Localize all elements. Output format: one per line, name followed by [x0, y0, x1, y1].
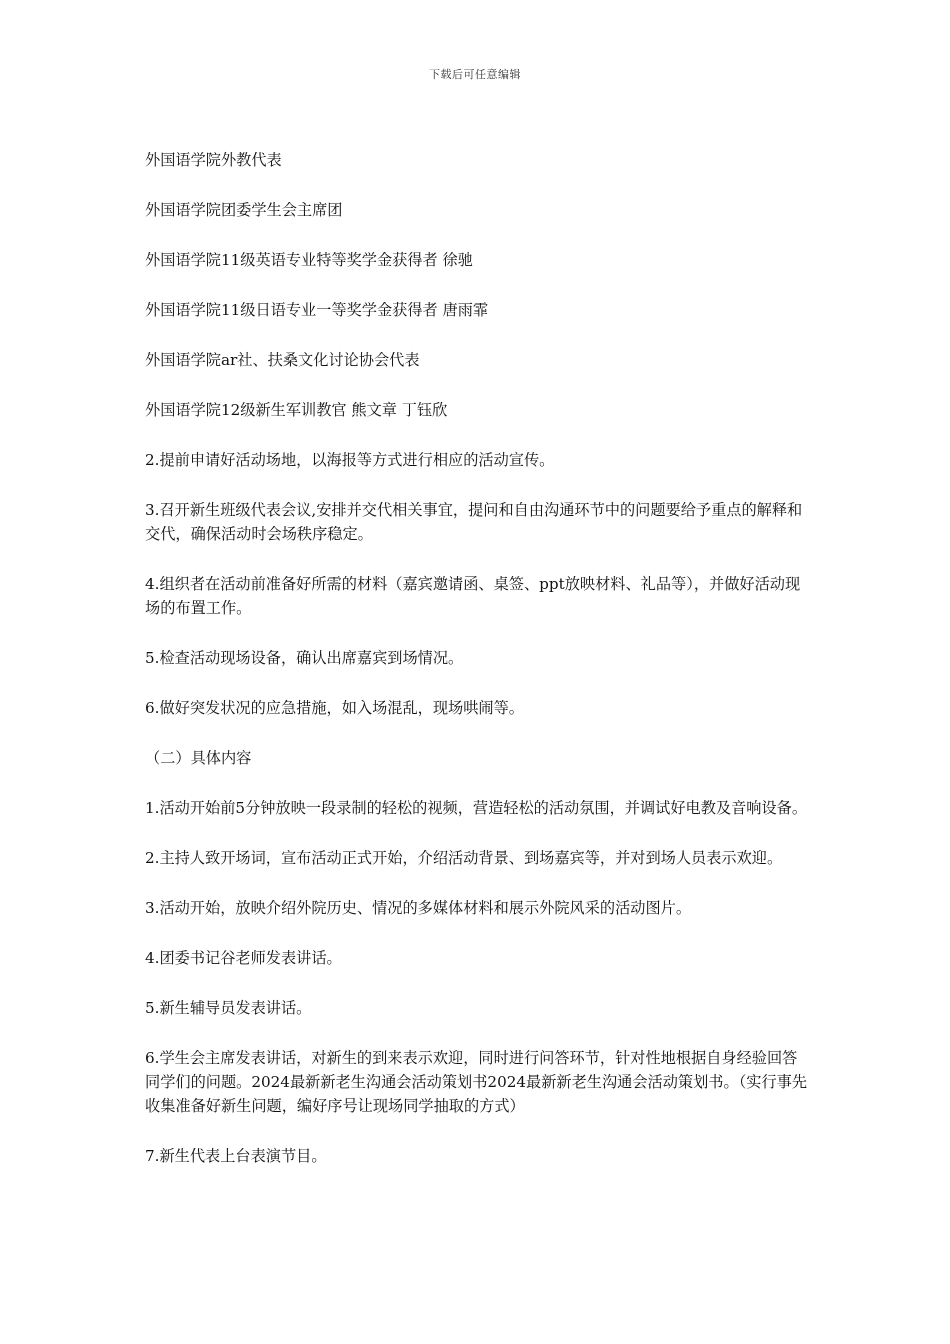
- paragraph-step-4: 4.组织者在活动前准备好所需的材料（嘉宾邀请函、桌签、ppt放映材料、礼品等），并做好活动现场的布置工作。: [145, 575, 801, 617]
- paragraph-content-1: 1.活动开始前5分钟放映一段录制的轻松的视频，营造轻松的活动氛围，并调试好电教及音响设备。: [145, 799, 808, 817]
- paragraph-step-2: 2.提前申请好活动场地，以海报等方式进行相应的活动宣传。: [145, 451, 555, 469]
- paragraph-foreign-teacher-rep: 外国语学院外教代表: [145, 151, 282, 169]
- paragraph-step-6: 6.做好突发状况的应急措施，如入场混乱，现场哄闹等。: [145, 699, 524, 717]
- paragraph-step-3: 3.召开新生班级代表会议,安排并交代相关事宜，提问和自由沟通环节中的问题要给予重点的解释和交代，确保活动时会场秩序稳定。: [145, 501, 803, 543]
- paragraph-presidium: 外国语学院团委学生会主席团: [145, 201, 343, 219]
- paragraph-military-instructors: 外国语学院12级新生军训教官 熊文章 丁钰欣: [145, 401, 448, 419]
- paragraph-step-5: 5.检查活动现场设备，确认出席嘉宾到场情况。: [145, 649, 464, 667]
- paragraph-english-scholar: 外国语学院11级英语专业特等奖学金获得者 徐驰: [145, 251, 473, 269]
- paragraph-content-2: 2.主持人致开场词，宣布活动正式开始，介绍活动背景、到场嘉宾等，并对到场人员表示欢迎。: [145, 849, 783, 867]
- paragraph-japanese-scholar: 外国语学院11级日语专业一等奖学金获得者 唐雨霏: [145, 301, 489, 319]
- paragraph-content-5: 5.新生辅导员发表讲话。: [145, 999, 312, 1017]
- paragraph-club-reps: 外国语学院ar社、扶桑文化讨论协会代表: [145, 351, 420, 369]
- paragraph-content-6: 6.学生会主席发表讲话，对新生的到来表示欢迎，同时进行问答环节，针对性地根据自身经验回答同学们的问题。2024最新新老生沟通会活动策划书2024最新新老生沟通会活动策划书。（实行事先收集准备好新生问题，编好序号让现场同学抽取的方式）: [145, 1049, 808, 1115]
- paragraph-content-3: 3.活动开始，放映介绍外院历史、情况的多媒体材料和展示外院风采的活动图片。: [145, 899, 692, 917]
- paragraph-content-7: 7.新生代表上台表演节目。: [145, 1147, 327, 1165]
- paragraph-content-4: 4.团委书记谷老师发表讲话。: [145, 949, 342, 967]
- document-body: [145, 148, 810, 1194]
- section-heading-specific-content: （二）具体内容: [145, 749, 252, 767]
- page-header: 下载后可任意编辑: [429, 68, 521, 81]
